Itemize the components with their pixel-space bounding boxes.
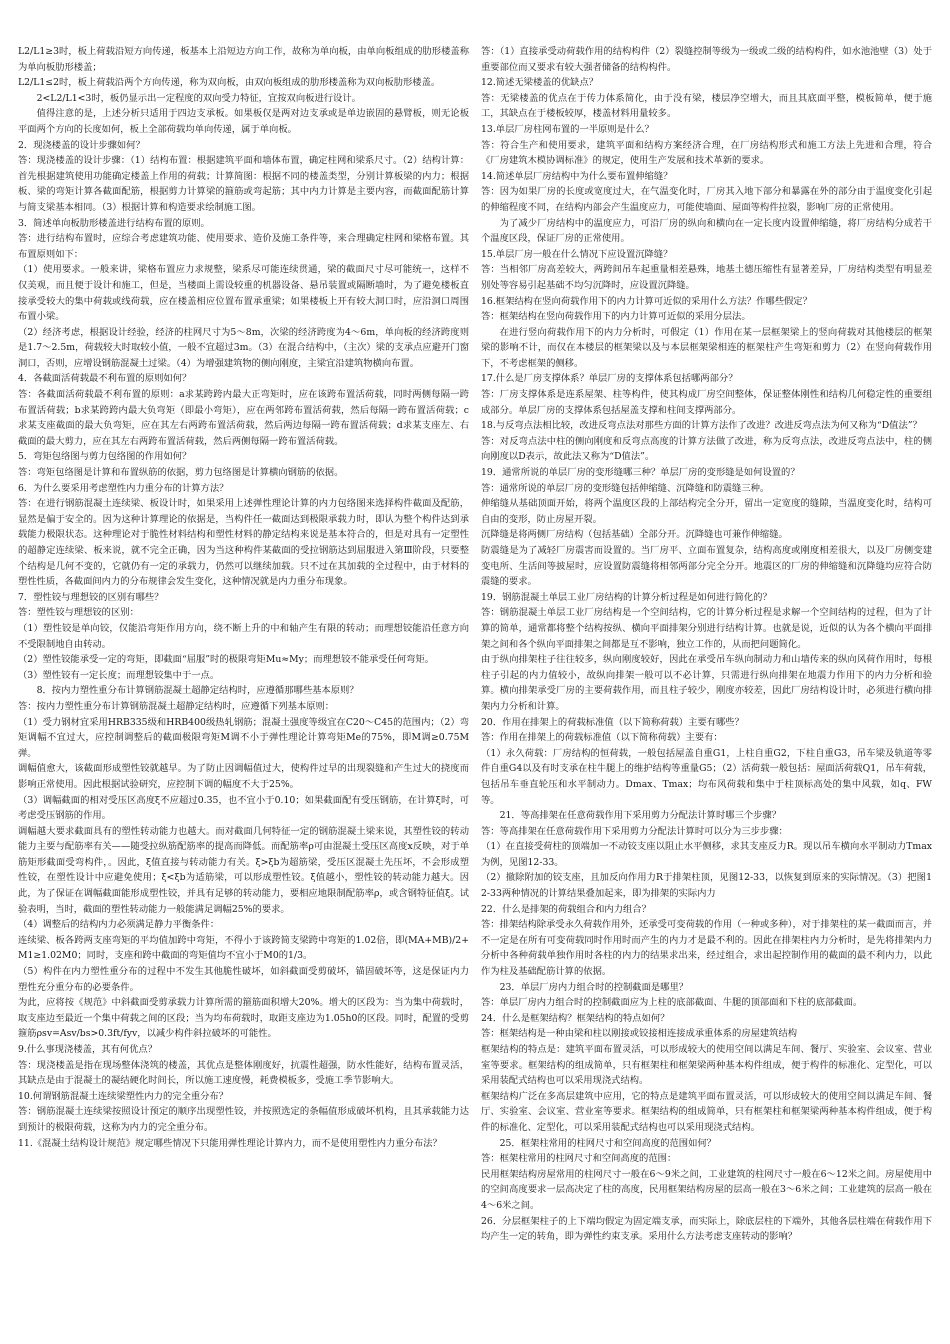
left-paragraph: （5）构件在内力塑性重分布的过程中不发生其他脆性破坏，如斜截面受剪破坏，锚固破坏等，这是保证内力塑性充分重分布的必要条件。 <box>18 966 469 993</box>
right-paragraph: 答：排架结构除承受永久荷载作用外，还承受可变荷载的作用（一种或多种），对于排架柱的某一截面而言，并不一定是在所有可变荷载同时作用时而产生的内力才是最不利的。因此在排架柱内力分析时，是先将排架内力分析中各种荷载单独作用时各柱的内力的结果求出来，经过组合，求出起控制作用的截面的最不利内力，以此作为柱及基础配筋计算的依据。 <box>481 919 932 978</box>
right-paragraph: 25．框架柱常用的柱网尺寸和空间高度的范围如何？ <box>499 1137 716 1149</box>
left-paragraph: 答：在进行钢筋混凝土连续梁、板设计时，如果采用上述弹性理论计算的内力包络图来选择构件截面及配筋，显然是偏于安全的。因为这种计算理论的依据是，当构件任一截面达到极限承载力时，即认为整个构件达到承载能力极限状态。这种理论对于脆性材料结构和塑性材料的静定结构来说是基本符合的，但是对具有一定塑性的超静定连续梁、板来说，就不完全正确，因为当这种构件某截面的受拉钢筋达到屈服进入第Ⅲ阶段，只要整个结构是几何不变的，它就仍有一定的承载力，仍然可以继续加载。只不过在其加载的全过程中，由于材料的塑性性质，各截面间内力的分布规律会发生变化，这种情况就是内力重分布现象。 <box>18 498 469 588</box>
right-paragraph: 答：无梁楼盖的优点在于传力体系简化，由于没有梁，楼层净空增大，而且其底面平整，模板简单，便于施工，其缺点在于楼板较厚，楼盖材料用量较多。 <box>481 92 932 120</box>
right-paragraph: 12.简述无梁楼盖的优缺点？ <box>481 77 599 89</box>
left-paragraph: （1）受力钢材宜采用HRB335级和HRB400级热轧钢筋；混凝土强度等级宜在C20～C45的范围内；（2）弯矩调幅不宜过大，应控制调整后的截面极限弯矩M调不小于弹性理论计算弯矩Me的75%，即M调≥0.75M弹。 <box>18 716 469 759</box>
right-paragraph: 17.什么是厂房支撑体系？单层厂房的支撑体系包括哪两部分？ <box>481 373 738 385</box>
left-paragraph: 答：进行结构布置时，应综合考虑建筑功能、使用要求、造价及施工条件等，来合理确定柱网和梁格布置。其布置原则如下： <box>18 233 469 260</box>
right-paragraph: 19．通常所说的单层厂房的变形缝哪三种？单层厂房的变形缝是如何设置的？ <box>481 467 800 479</box>
right-paragraph: 答：厂房支撑体系是连系屋架、柱等构件，使其构成厂房空间整体，保证整体刚性和结构几何稳定性的重要组成部分。单层厂房的支撑体系包括屋盖支撑和柱间支撑两部分。 <box>481 389 932 416</box>
right-paragraph: 答：作用在排架上的荷载标准值（以下简称荷载）主要有： <box>481 732 723 744</box>
left-paragraph: 7．塑性铰与理想铰的区别有哪些？ <box>18 591 164 603</box>
left-paragraph: 答：现浇楼盖是指在现场整体浇筑的楼盖，其优点是整体刚度好，抗震性超强，防水性能好，结构布置灵活，其缺点是由于混凝土的凝结硬化时间长，所以施工速度慢，耗费模板多，受施工季节影响大。 <box>18 1059 469 1087</box>
left-paragraph: 为此，应将按《规范》中斜截面受剪承载力计算所需的箍筋面积增大20%。增大的区段为：当为集中荷载时，取支座边至最近一个集中荷载之间的区段；当为均布荷载时，取距支座边为1.05h0的区段。同时，配置的受剪箍筋ρsv=Asv/bs>0.3ft/fyv，以减少构件斜拉破坏的可能性。 <box>18 997 469 1040</box>
right-paragraph: 24．什么是框架结构？框架结构的特点如何？ <box>481 1012 670 1024</box>
right-paragraph: 答：等高排架在任意荷载作用下采用剪力分配法计算时可以分为三步步骤： <box>481 825 788 837</box>
left-paragraph: （1）使用要求。一般来讲，梁格布置应力求规整，梁系尽可能连续贯通，梁的截面尺寸尽可能统一，这样不仅美观，而且便于设计和施工，但是，当楼面上需设较重的机器设备、悬吊装置或隔断墙时，为了避免楼板直接承受较大的集中荷载或线荷载，应在楼盖相应位置布置承重梁；如果楼板上开有较大洞口时，应沿洞口周围布置小梁。 <box>18 264 469 323</box>
right-paragraph: 13.单层厂房柱网布置的一半原则是什么？ <box>481 123 654 135</box>
left-paragraph: 3．简述单向板肋形楼盖进行结构布置的原则。 <box>18 217 210 229</box>
right-paragraph: 答：通常所说的单层厂房的变形缝包括伸缩缝、沉降缝和防震缝三种。 <box>481 482 770 494</box>
left-paragraph: 答：现浇楼盖的设计步骤：（1）结构布置：根据建筑平面和墙体布置，确定柱网和梁系尺寸。（2）结构计算：首先根据建筑使用功能确定楼盖上作用的荷载；计算简图：根据不同的楼盖类型，分别计算板梁的内力；根据板、梁的弯矩计算各截面配筋，根据剪力计算梁的箍筋或弯起筋；其中内力计算是主要内容，而截面配筋计算与简支梁基本相同。（3）根据计算和构造要求绘制施工图。 <box>18 155 469 213</box>
left-paragraph: 10.何谓钢筋混凝土连续梁塑性内力的完全重分布？ <box>18 1090 229 1102</box>
right-paragraph: 沉降缝是将两侧厂房结构（包括基础）全部分开。沉降缝也可兼作伸缩缝。 <box>481 529 788 541</box>
right-paragraph: 答：因为如果厂房的长度或宽度过大，在气温变化时，厂房其入地下部分和暴露在外的部分由于温度变化引起的伸缩程度不同，在结构内部会产生温度应力，可能使墙面、屋面等构件拉裂，影响厂房的正常使用。 <box>481 186 932 213</box>
right-paragraph: 15.单层厂房一般在什么情况下应设置沉降缝？ <box>481 248 673 260</box>
right-paragraph: 答：钢筋混凝土单层工业厂房结构是一个空间结构，它的计算分析过程是求解一个空间结构的过程，但为了计算的简单，通常都将整个结构按纵、横向平面排架分别进行结构计算。也就是说，近似的认为各个横向平面排架之间和各个纵向平面排架之间都是互不影响，独立工作的，从而把问题简化。 <box>481 607 932 650</box>
left-paragraph: 11.《混凝土结构设计规范》规定哪些情况下只能用弹性理论计算内力，而不是使用塑性内力重分布法？ <box>18 1137 442 1149</box>
left-paragraph: 答：按内力塑性重分布计算钢筋混凝土超静定结构时，应遵循下列基本原则： <box>18 700 335 712</box>
left-paragraph: 答：各截面活荷载最不利布置的原则：a求某跨跨内最大正弯矩时，应在该跨布置活荷载，同时两侧每隔一跨布置活荷载；b求某跨跨内最大负弯矩（即最小弯矩），应在两邻跨布置活荷载，然后每隔一跨布置活荷载；c求某支座截面的最大负弯矩，应在其左右两跨布置活荷载，然后两边每隔一跨布置活荷载；d求某支座左、右截面的最大剪力，应在其左右两跨布置活荷载，然后两侧每隔一跨布置活荷载。 <box>18 389 469 447</box>
right-paragraph: （2）撤除附加的铰支座，且加反向作用力R于排架柱顶，见图12-33，以恢复到原来的实际情况。（3）把图12-33两种情况的计算结果叠加起来，即为排架的实际内力 <box>481 872 932 900</box>
right-paragraph: 26．分层框架柱子的上下端均假定为固定端支承，而实际上，除底层柱的下端外，其他各层柱端在荷载作用下均产生一定的转角，即为弹性约束支承。采用什么方法考虑支座转动的影响？ <box>481 1215 932 1243</box>
right-paragraph: 答：对反弯点法中柱的侧向刚度和反弯点高度的计算方法做了改进，称为反弯点法，改进反弯点法中，柱的侧向刚度以D表示，故此法又称为“D值法”。 <box>481 435 932 463</box>
right-paragraph: 18.与反弯点法相比较，改进反弯点法对那些方面的计算方法作了改进？改进反弯点法为何又称为“D值法”？ <box>481 420 922 432</box>
right-paragraph: 由于纵向排架柱子往往较多，纵向刚度较好，因此在承受吊车纵向制动力和山墙传来的纵向风荷作用时，每根柱子引起的内力值较小，故纵向排架一般可以不必计算，只需进行纵向排架在地震力作用下的内力分析和验算。横向排架承受厂房的主要荷载作用，而且柱子较少，刚度亦较差，因此厂房结构设计时，必须进行横向排架内力分析和计算。 <box>481 654 932 712</box>
left-paragraph: （3）调幅截面的相对受压区高度ξ不应超过0.35，也不宜小于0.10；如果截面配有受压钢筋，在计算ξ时，可考虑受压钢筋的作用。 <box>18 794 469 822</box>
left-paragraph: （4）调整后的结构内力必须满足静力平衡条件： <box>18 919 220 931</box>
right-paragraph: 21．等高排架在任意荷载作用下采用剪力分配法计算时哪三个步骤？ <box>499 810 782 822</box>
left-paragraph: 答：钢筋混凝土连续梁按照设计预定的顺序出现塑性铰，并按照选定的条幅值形成破坏机构，且其承载能力达到预计的极限荷载，这称为内力的完全重分布。 <box>18 1106 469 1133</box>
left-paragraph: 值得注意的是，上述分析只适用于四边支承板。如果板仅是两对边支承或是单边嵌固的悬臂板，则无论板平面两个方向的长度如何，板上全部荷载均单向传递，属于单向板。 <box>18 108 469 135</box>
right-paragraph: 框架结构的特点是：建筑平面布置灵活，可以形成较大的使用空间以满足车间、餐厅、实验室、会议室、营业室等要求。框架结构的组成简单，只有框架柱和框架梁两种基本构件组成，便于构件的标准化、定型化，可以采用装配式结构也可以采用现浇式结构。 <box>481 1044 932 1087</box>
left-paragraph: （2）经济考虑，根据设计经验，经济的柱网尺寸为5～8m，次梁的经济跨度为4～6m，单向板的经济跨度则是1.7～2.5m，荷载较大时取较小值，一般不宜超过3m。（3）在混合结构中，（主次）梁的支承点应避开门窗洞口，否则，应增设钢筋混凝土过梁。（4）为增强建筑物的侧向刚度，主梁宜沿建筑物横向布置。 <box>18 326 469 369</box>
left-paragraph: 2<L2/L1<3时，板仍显示出一定程度的双向受力特征，宜按双向板进行设计。 <box>36 92 361 104</box>
left-paragraph: 调幅值愈大，该截面形成塑性铰就越早。为了防止因调幅值过大，使构件过早的出现裂缝和产生过大的挠度而影响正常使用。因此根据试验研究，应控制下调的幅度不大于25%。 <box>18 763 469 790</box>
right-paragraph: 14.简述单层厂房结构中为什么要布置伸缩缝？ <box>481 170 673 182</box>
right-paragraph: 伸缩缝从基础顶面开始，将两个温度区段的上部结构完全分开，留出一定宽度的缝隙，当温度变化时，结构可自由的变形，防止房屋开裂。 <box>481 498 932 525</box>
right-paragraph: 答：（1）直接承受动荷载作用的结构构件（2）裂缝控制等级为一级或二级的结构构件，如水池池壁（3）处于重要部位而又要求有较大强者储备的结构构件。 <box>481 46 932 73</box>
right-paragraph: 19．钢筋混凝土单层工业厂房结构的计算分析过程是如何进行简化的？ <box>481 591 772 603</box>
right-paragraph: 防震缝是为了减轻厂房震害而设置的。当厂房平、立面布置复杂，结构高度或刚度相差很大，以及厂房侧变建变电所、生活间等披屋时，应设置防震缝将相邻两部分完全分开。地震区的厂房的伸缩缝和沉降缝均应符合防震缝的要求。 <box>481 545 932 588</box>
left-paragraph: 5．弯矩包络图与剪力包络图的作用如何？ <box>18 451 192 463</box>
right-paragraph: 23．单层厂房内力组合时的控制截面是哪里？ <box>499 981 689 993</box>
left-paragraph: 9.什么事现浇楼盖，其有何优点？ <box>18 1044 158 1055</box>
left-paragraph: L2/L1≥3时，板上荷载沿短方向传递，板基本上沿短边方向工作，故称为单向板，由单向板组成的肋形楼盖称为单向板肋形楼盖； <box>18 46 469 73</box>
left-paragraph: （1）塑性铰是单向铰，仅能沿弯矩作用方向，绕不断上升的中和轴产生有限的转动；而理想铰能沿任意方向不受限制地自由转动。 <box>18 622 469 650</box>
right-paragraph: 在进行竖向荷载作用下的内力分析时，可假定（1）作用在某一层框架梁上的竖向荷载对其他楼层的框架梁的影响不计，而仅在本楼层的框架梁以及与本层框架梁相连的框架柱产生弯矩和剪力（2）在竖向荷载作用下，不考虑框架的侧移。 <box>481 326 932 369</box>
right-paragraph: 答：框架柱常用的柱网尺寸和空间高度的范围： <box>481 1153 677 1165</box>
right-paragraph: （1）在直接受荷柱的顶端加一不动铰支座以阻止水平侧移，求其支座反力R。现以吊车横向水平制动力Tmax为例，见图12-33。 <box>481 841 932 868</box>
right-paragraph: 16.框架结构在竖向荷载作用下的内力计算可近似的采用什么方法？作哪些假定？ <box>481 295 812 307</box>
left-paragraph: （2）塑性铰能承受一定的弯矩，即截面“屈服”时的极限弯矩Mu≈My；而理想铰不能承受任何弯矩。 <box>18 654 435 666</box>
right-paragraph: 答：框架结构在竖向荷载作用下的内力计算可近似的采用分层法。 <box>481 311 751 323</box>
left-paragraph: 2．现浇楼盖的设计步骤如何？ <box>18 139 145 151</box>
left-paragraph: 6．为什么要采用考虑塑性内力重分布的计算方法？ <box>18 482 229 494</box>
right-paragraph: 答：单层厂房内力组合时的控制截面应为上柱的底部截面、牛腿的顶部面和下柱的底部截面。 <box>481 997 863 1009</box>
left-paragraph: 4．各截面活荷载最不利布置的原则如何？ <box>18 373 192 385</box>
right-paragraph: 答：框架结构是一种由梁和柱以刚接或铰接相连接成承重体系的房屋建筑结构 <box>481 1028 798 1040</box>
right-paragraph: 答：符合生产和使用要求，建筑平面和结构方案经济合理，在厂房结构形式和施工方法上先进和合理，符合《厂房建筑木模协调标准》的规定，使用生产发展和技术革新的要求。 <box>481 139 932 167</box>
right-paragraph: 22．什么是排架的荷载组合和内力组合？ <box>481 903 651 915</box>
left-paragraph: 调幅越大要求截面具有的塑性转动能力也越大。而对截面几何特征一定的钢筋混凝土梁来说，其塑性铰的转动能力主要与配筋率有关——随受拉纵筋配筋率的提高而降低。而配筋率ρ可由混凝土受压区高度x反映，对于单筋矩形截面受弯构件，。因此，ξ值直接与转动能力有关。ξ>ξb为超筋梁，受压区混凝土先压坏，不会形成塑性铰，在塑性设计中应避免使用；ξ<ξb为适筋梁，可以形成塑性铰。ξ值越小，塑性铰的转动能力越大。因此，为了保证在调幅截面能形成塑性铰，并具有足够的转动能力，要相应地限制配筋率ρ，或含钢特征值ξ。试验表明，当时，截面的塑性转动能力一般能满足调幅25%的要求。 <box>18 825 469 915</box>
right-paragraph: 20．作用在排架上的荷载标准值（以下简称荷载）主要有哪些？ <box>481 716 744 728</box>
right-paragraph: 答：当相邻厂房高差较大，两跨间吊车起重量相差悬殊，地基土德压缩性有显著差异，厂房结构类型有明显差别处等容易引起基础不均匀沉降时，应设置沉降缝。 <box>481 264 932 291</box>
left-paragraph: 答：弯矩包络图是计算和布置纵筋的依据，剪力包络图是计算横向钢筋的依据。 <box>18 467 344 479</box>
left-paragraph: L2/L1≤2时，板上荷载沿两个方向传递，称为双向板，由双向板组成的肋形楼盖称为双向板肋形楼盖。 <box>18 77 441 89</box>
left-column <box>18 44 469 1344</box>
left-paragraph: （3）塑性铰有一定长度；而理想铰集中于一点。 <box>18 669 220 681</box>
left-paragraph: 连续梁、板各跨两支座弯矩的平均值加跨中弯矩，不得小于该跨简支梁跨中弯矩的1.02倍，即(MA+MB)/2+M1≥1.02M0；同时，支座和跨中截面的弯矩值均不宜小于M0的1/3。 <box>18 934 469 962</box>
left-paragraph: 答：塑性铰与理想铰的区别： <box>18 607 139 619</box>
right-paragraph: 框架结构广泛在多高层建筑中应用，它的特点是建筑平面布置灵活，可以形成较大的使用空间以满足车间、餐厅、实验室、会议室、营业室等要求。框架结构的组成简单，只有框架柱和框架梁两种基本构件组成，便于构件的标准化、定型化，可以采用装配式结构也可以采用现浇式结构。 <box>481 1090 932 1133</box>
right-paragraph: 为了减少厂房结构中的温度应力，可沿厂房的纵向和横向在一定长度内设置伸缩缝，将厂房结构分成若干个温度区段，保证厂房的正常使用。 <box>481 217 932 245</box>
right-paragraph: （1）永久荷载：厂房结构的恒荷载，一般包括屋盖自重G1，上柱自重G2，下柱自重G3，吊车梁及轨道等零件自重G4以及有时支承在柱牛腿上的维护结构等重量G5；（2）活荷载一般包括：屋面活荷载Q1，吊车荷载，包括吊车垂直轮压和水平制动力。Dmax、Tmax；均布风荷载和集中于柱顶标高处的集中风载，如q、FW等。 <box>481 747 932 806</box>
right-column <box>481 44 932 1344</box>
right-paragraph: 民用框架结构房屋常用的柱网尺寸一般在6～9米之间，工业建筑的柱网尺寸一般在6～12米之间。房屋使用中的空间高度要求一层高决定了柱的高度，民用框架结构房屋的层高一般在3～6米之间；工业建筑的层高一般在4～6米之间。 <box>481 1168 932 1211</box>
left-paragraph: 8．按内力塑性重分布计算钢筋混凝土超静定结构时，应遵循那哪些基本原则？ <box>36 685 359 697</box>
